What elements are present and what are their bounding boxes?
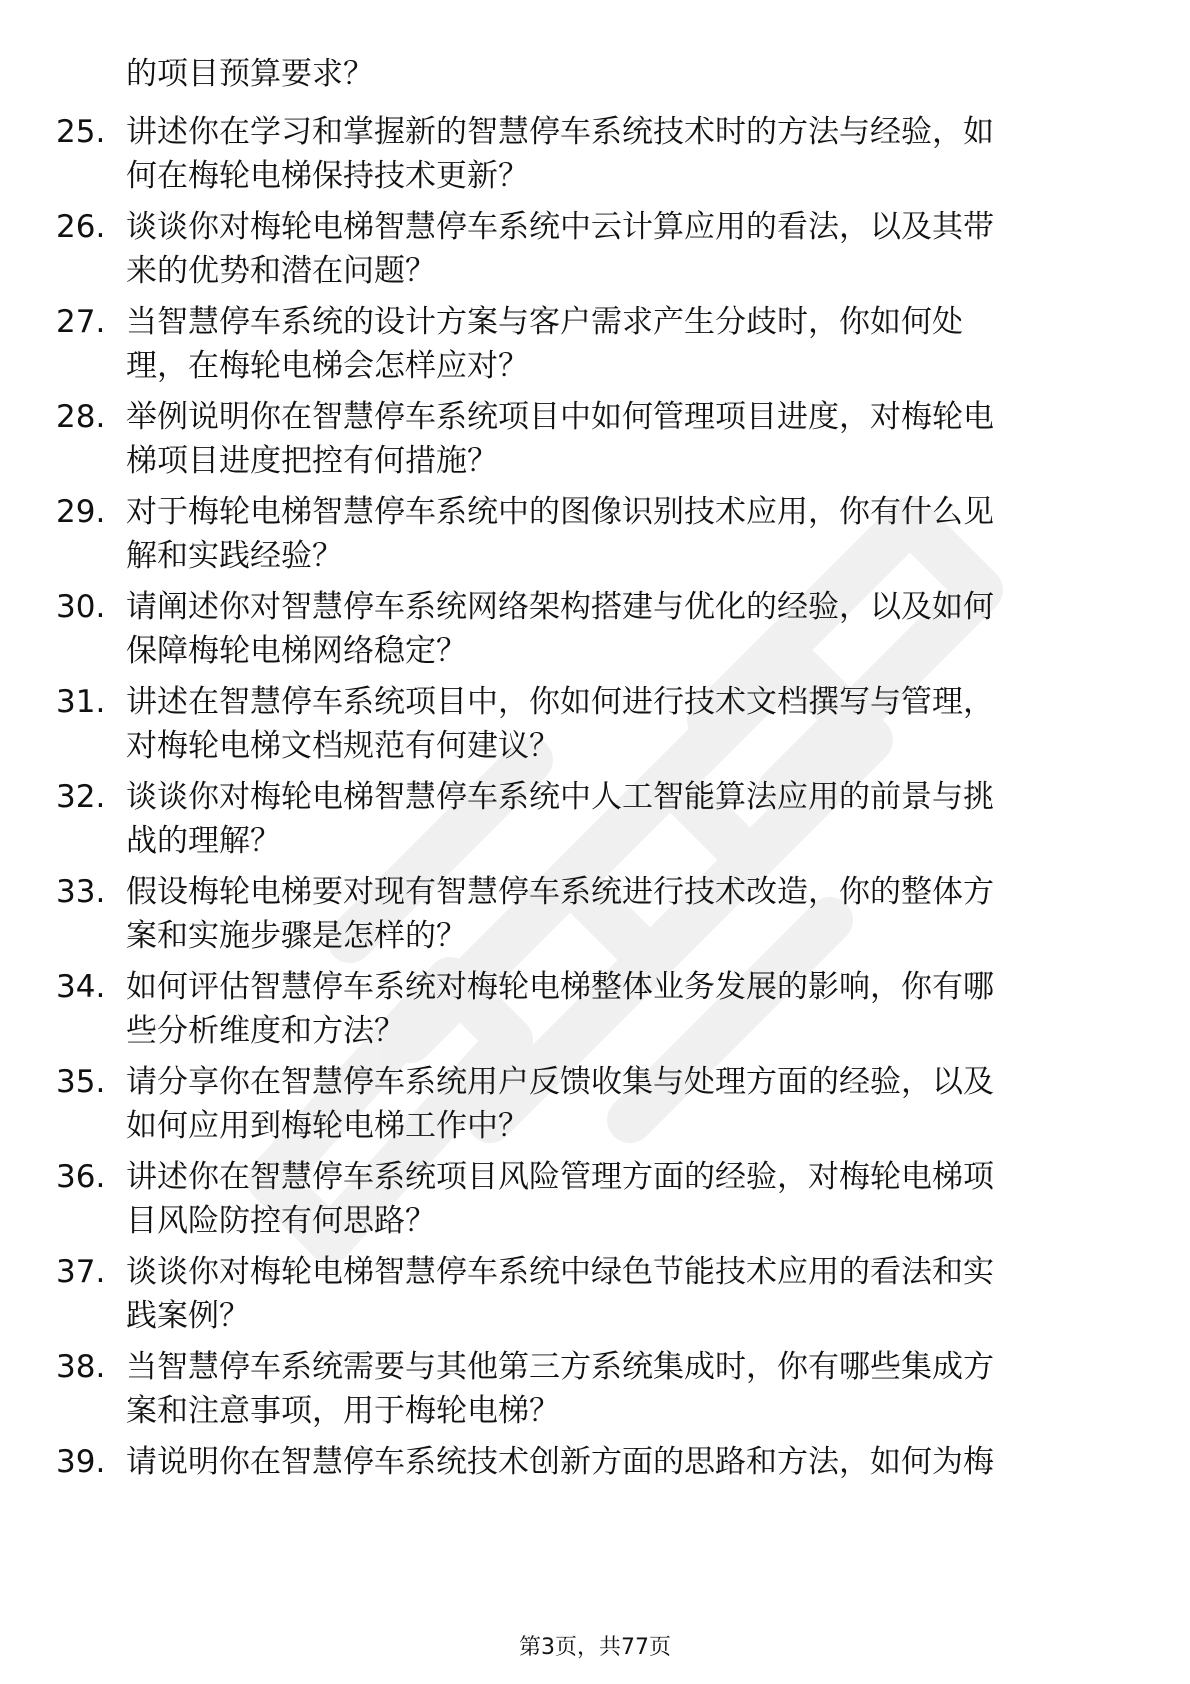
question-text-line: 讲述你在智慧停车系统项目风险管理方面的经验，对梅轮电梯项 [126, 1159, 994, 1195]
question-text-line: 案和实施步骤是怎样的？ [126, 918, 467, 954]
question-number: 39. [56, 1444, 106, 1480]
question-text-line: 讲述在智慧停车系统项目中，你如何进行技术文档撰写与管理， [126, 684, 994, 720]
question-number: 27. [56, 304, 106, 340]
question-text-line: 谈谈你对梅轮电梯智慧停车系统中云计算应用的看法，以及其带 [126, 209, 994, 245]
question-text-line: 何在梅轮电梯保持技术更新？ [126, 158, 529, 194]
question-text-line: 案和注意事项，用于梅轮电梯？ [126, 1393, 560, 1429]
question-text-line: 讲述你在学习和掌握新的智慧停车系统技术时的方法与经验，如 [126, 114, 994, 150]
question-number: 38. [56, 1349, 106, 1385]
question-text-line: 当智慧停车系统需要与其他第三方系统集成时，你有哪些集成方 [126, 1349, 994, 1385]
question-number: 25. [56, 114, 106, 150]
continued-question-text: 的项目预算要求？ [126, 56, 374, 92]
question-text-line: 理，在梅轮电梯会怎样应对？ [126, 348, 529, 384]
question-text-line: 践案例？ [126, 1298, 250, 1334]
question-number: 28. [56, 399, 106, 435]
question-text-line: 战的理解？ [126, 823, 281, 859]
question-text-line: 请阐述你对智慧停车系统网络架构搭建与优化的经验，以及如何 [126, 589, 994, 625]
question-number: 26. [56, 209, 106, 245]
question-text-line: 解和实践经验？ [126, 538, 343, 574]
question-number: 36. [56, 1159, 106, 1195]
question-text-line: 举例说明你在智慧停车系统项目中如何管理项目进度，对梅轮电 [126, 399, 994, 435]
question-text-line: 对于梅轮电梯智慧停车系统中的图像识别技术应用，你有什么见 [126, 494, 994, 530]
question-text-line: 请分享你在智慧停车系统用户反馈收集与处理方面的经验，以及 [126, 1064, 994, 1100]
question-number: 34. [56, 969, 106, 1005]
question-text-line: 谈谈你对梅轮电梯智慧停车系统中绿色节能技术应用的看法和实 [126, 1254, 994, 1290]
question-text-line: 假设梅轮电梯要对现有智慧停车系统进行技术改造，你的整体方 [126, 874, 994, 910]
question-number: 37. [56, 1254, 106, 1290]
question-text-line: 请说明你在智慧停车系统技术创新方面的思路和方法，如何为梅 [126, 1444, 994, 1480]
question-text-line: 来的优势和潜在问题？ [126, 253, 436, 289]
question-text-line: 梯项目进度把控有何措施？ [126, 443, 498, 479]
question-number: 31. [56, 684, 106, 720]
question-number: 33. [56, 874, 106, 910]
question-text-line: 目风险防控有何思路？ [126, 1203, 436, 1239]
question-number: 29. [56, 494, 106, 530]
question-text-line: 当智慧停车系统的设计方案与客户需求产生分歧时，你如何处 [126, 304, 963, 340]
question-text-line: 保障梅轮电梯网络稳定？ [126, 633, 467, 669]
question-number: 35. [56, 1064, 106, 1100]
question-text-line: 些分析维度和方法？ [126, 1013, 405, 1049]
question-number: 30. [56, 589, 106, 625]
question-number: 32. [56, 779, 106, 815]
question-text-line: 谈谈你对梅轮电梯智慧停车系统中人工智能算法应用的前景与挑 [126, 779, 994, 815]
question-text-line: 如何应用到梅轮电梯工作中？ [126, 1108, 529, 1144]
question-text-line: 如何评估智慧停车系统对梅轮电梯整体业务发展的影响，你有哪 [126, 969, 994, 1005]
question-text-line: 对梅轮电梯文档规范有何建议？ [126, 728, 560, 764]
page-footer: 第3页，共77页 [519, 1635, 671, 1660]
